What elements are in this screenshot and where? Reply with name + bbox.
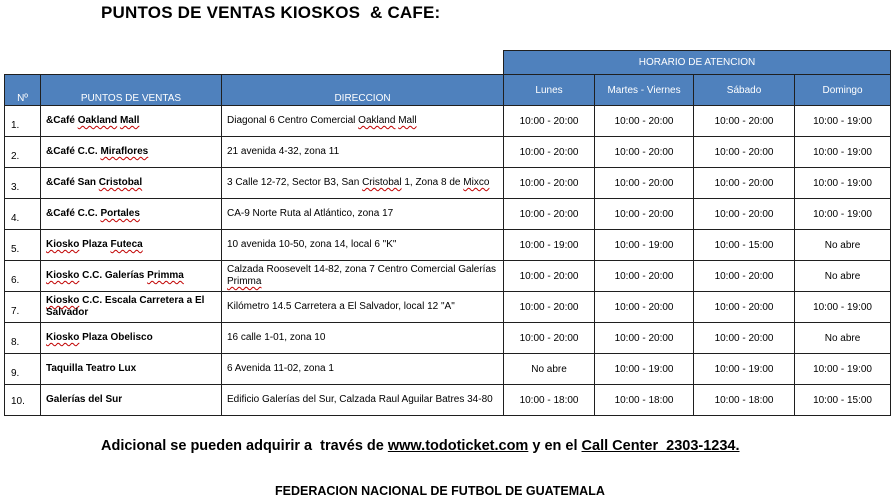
- note-middle: y en el: [528, 438, 582, 454]
- horario-group-header: HORARIO DE ATENCION: [504, 51, 891, 75]
- row-number: 7.: [5, 292, 41, 323]
- col-header-num: Nº: [5, 75, 41, 106]
- hours-domingo: 10:00 - 19:00: [795, 199, 891, 230]
- hours-martes-viernes: 10:00 - 20:00: [595, 292, 694, 323]
- col-header-sabado: Sábado: [694, 75, 795, 106]
- hours-sabado: 10:00 - 18:00: [694, 385, 795, 416]
- hours-martes-viernes: 10:00 - 20:00: [595, 323, 694, 354]
- hours-martes-viernes: 10:00 - 18:00: [595, 385, 694, 416]
- table-row: [5, 292, 891, 323]
- point-of-sale-address: 6 Avenida 11-02, zona 1: [222, 354, 504, 385]
- row-number: 3.: [5, 168, 41, 199]
- hours-sabado: 10:00 - 20:00: [694, 137, 795, 168]
- point-of-sale-name: Kiosko C.C. Galerías Primma: [41, 261, 222, 292]
- hours-domingo: 10:00 - 19:00: [795, 354, 891, 385]
- hours-martes-viernes: 10:00 - 20:00: [595, 106, 694, 137]
- row-number: 6.: [5, 261, 41, 292]
- page-title: PUNTOS DE VENTAS KIOSKOS & CAFE:: [101, 3, 441, 22]
- hours-domingo: 10:00 - 15:00: [795, 385, 891, 416]
- point-of-sale-name: Kiosko Plaza Obelisco: [41, 323, 222, 354]
- point-of-sale-address: Kilómetro 14.5 Carretera a El Salvador, local 12 "A": [222, 292, 504, 323]
- footer-organization: FEDERACION NACIONAL DE FUTBOL DE GUATEMALA: [275, 484, 605, 498]
- hours-martes-viernes: 10:00 - 20:00: [595, 168, 694, 199]
- row-number: 9.: [5, 354, 41, 385]
- note-suffix: .: [735, 438, 740, 454]
- point-of-sale-address: 16 calle 1-01, zona 10: [222, 323, 504, 354]
- row-number: 10.: [5, 385, 41, 416]
- table-row: [5, 199, 891, 230]
- hours-martes-viernes: 10:00 - 19:00: [595, 354, 694, 385]
- hours-lunes: 10:00 - 20:00: [504, 323, 595, 354]
- point-of-sale-name: Galerías del Sur: [41, 385, 222, 416]
- hours-lunes: 10:00 - 18:00: [504, 385, 595, 416]
- hours-lunes: 10:00 - 19:00: [504, 230, 595, 261]
- note-prefix: Adicional se pueden adquirir a través de: [101, 438, 388, 454]
- hours-domingo: No abre: [795, 230, 891, 261]
- hours-lunes: 10:00 - 20:00: [504, 261, 595, 292]
- hours-sabado: 10:00 - 20:00: [694, 323, 795, 354]
- hours-sabado: 10:00 - 20:00: [694, 168, 795, 199]
- hours-martes-viernes: 10:00 - 20:00: [595, 261, 694, 292]
- col-header-domingo: Domingo: [795, 75, 891, 106]
- hours-domingo: 10:00 - 19:00: [795, 168, 891, 199]
- hours-lunes: 10:00 - 20:00: [504, 137, 595, 168]
- hours-sabado: 10:00 - 20:00: [694, 106, 795, 137]
- hours-lunes: 10:00 - 20:00: [504, 106, 595, 137]
- hours-sabado: 10:00 - 20:00: [694, 199, 795, 230]
- point-of-sale-name: &Café Oakland Mall: [41, 106, 222, 137]
- hours-martes-viernes: 10:00 - 20:00: [595, 137, 694, 168]
- point-of-sale-address: Diagonal 6 Centro Comercial Oakland Mall: [222, 106, 504, 137]
- table-row: [5, 106, 891, 137]
- hours-lunes: No abre: [504, 354, 595, 385]
- point-of-sale-address: Calzada Roosevelt 14-82, zona 7 Centro Comercial Galerías Primma: [222, 261, 504, 292]
- col-header-address: DIRECCION: [222, 75, 504, 106]
- table-row: [5, 385, 891, 416]
- point-of-sale-name: &Café San Cristobal: [41, 168, 222, 199]
- col-header-martes-viernes: Martes - Viernes: [595, 75, 694, 106]
- hours-sabado: 10:00 - 20:00: [694, 292, 795, 323]
- table-row: [5, 354, 891, 385]
- point-of-sale-name: &Café C.C. Portales: [41, 199, 222, 230]
- point-of-sale-name: Kiosko C.C. Escala Carretera a El Salvador: [41, 292, 222, 323]
- table-row: [5, 261, 891, 292]
- point-of-sale-name: Kiosko Plaza Futeca: [41, 230, 222, 261]
- row-number: 5.: [5, 230, 41, 261]
- row-number: 1.: [5, 106, 41, 137]
- col-header-name: PUNTOS DE VENTAS: [41, 75, 222, 106]
- hours-sabado: 10:00 - 15:00: [694, 230, 795, 261]
- row-number: 8.: [5, 323, 41, 354]
- table-row: [5, 168, 891, 199]
- hours-martes-viernes: 10:00 - 20:00: [595, 199, 694, 230]
- hours-domingo: No abre: [795, 323, 891, 354]
- point-of-sale-name: &Café C.C. Miraflores: [41, 137, 222, 168]
- schedule-table: [4, 50, 891, 416]
- hours-domingo: 10:00 - 19:00: [795, 137, 891, 168]
- hours-domingo: No abre: [795, 261, 891, 292]
- purchase-note: [101, 438, 740, 454]
- point-of-sale-name: Taquilla Teatro Lux: [41, 354, 222, 385]
- hours-domingo: 10:00 - 19:00: [795, 106, 891, 137]
- table-row: [5, 137, 891, 168]
- hours-martes-viernes: 10:00 - 19:00: [595, 230, 694, 261]
- hours-lunes: 10:00 - 20:00: [504, 292, 595, 323]
- col-header-lunes: Lunes: [504, 75, 595, 106]
- point-of-sale-address: 21 avenida 4-32, zona 11: [222, 137, 504, 168]
- point-of-sale-address: 3 Calle 12-72, Sector B3, San Cristobal 1, Zona 8 de Mixco: [222, 168, 504, 199]
- hours-sabado: 10:00 - 20:00: [694, 261, 795, 292]
- hours-lunes: 10:00 - 20:00: [504, 168, 595, 199]
- hours-sabado: 10:00 - 19:00: [694, 354, 795, 385]
- row-number: 4.: [5, 199, 41, 230]
- hours-lunes: 10:00 - 20:00: [504, 199, 595, 230]
- table-row: [5, 230, 891, 261]
- point-of-sale-address: 10 avenida 10-50, zona 14, local 6 "K": [222, 230, 504, 261]
- todoticket-link[interactable]: www.todoticket.com: [387, 438, 529, 454]
- point-of-sale-address: Edificio Galerías del Sur, Calzada Raul Aguilar Batres 34-80: [222, 385, 504, 416]
- hours-domingo: 10:00 - 19:00: [795, 292, 891, 323]
- call-center-link[interactable]: Call Center 2303-1234: [581, 438, 736, 454]
- table-row: [5, 323, 891, 354]
- point-of-sale-address: CA-9 Norte Ruta al Atlántico, zona 17: [222, 199, 504, 230]
- row-number: 2.: [5, 137, 41, 168]
